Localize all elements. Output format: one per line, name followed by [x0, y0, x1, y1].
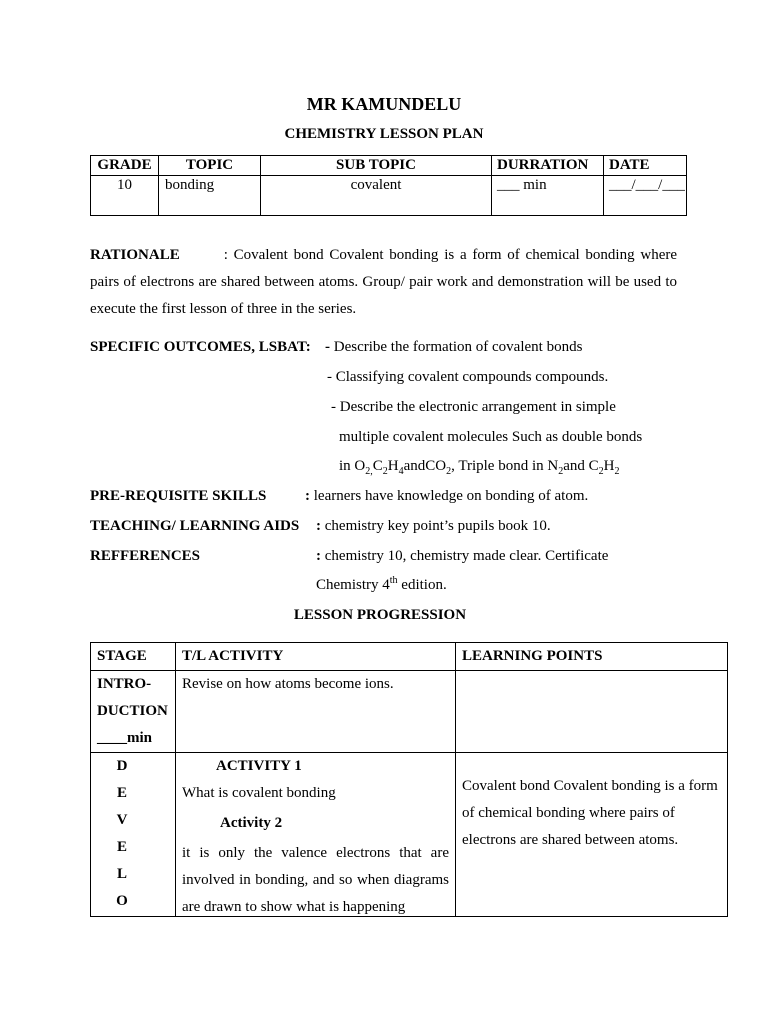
aids-label: TEACHING/ LEARNING AIDS: [90, 518, 300, 534]
outcome-2: - Classifying covalent compounds compounds.: [327, 369, 609, 385]
activity1-text: What is covalent bonding: [182, 785, 336, 801]
activity-header: T/L ACTIVITY: [176, 643, 456, 671]
references-label: REFFERENCES: [90, 548, 201, 564]
grade-value: 10: [91, 176, 159, 216]
formula-text: C: [372, 458, 383, 474]
aids-colon: :: [316, 518, 321, 534]
references-book: Chemistry 4: [316, 577, 390, 593]
page-title: CHEMISTRY LESSON PLAN: [284, 126, 484, 142]
outcomes-label: SPECIFIC OUTCOMES, LSBAT:: [90, 339, 311, 355]
date-header: DATE: [604, 156, 687, 176]
activity2-text: it is only the valence electrons that are involved in bonding, and so when diagrams are drawn to show what is happening: [182, 845, 449, 915]
formula-sub: 2: [598, 466, 604, 477]
teacher-name: MR KAMUNDELU: [306, 94, 462, 114]
activity2-title: Activity 2: [220, 815, 283, 831]
intro-stage-line1: INTRO-: [97, 676, 152, 692]
rationale-paragraph: [90, 242, 677, 323]
prereq-text: learners have knowledge on bonding of atom.: [310, 488, 589, 504]
outcome-1-text: Describe the formation of covalent bonds: [333, 339, 583, 355]
subtopic-value: covalent: [261, 176, 492, 216]
stage-header: STAGE: [91, 643, 176, 671]
references-text: chemistry 10, chemistry made clear. Certificate: [321, 548, 609, 564]
lesson-progression-table: [90, 642, 728, 917]
progression-header-row: [91, 643, 728, 671]
prereq-label: PRE-REQUISITE SKILLS: [90, 488, 267, 504]
info-header-row: [91, 156, 687, 176]
formula-text: andCO: [403, 458, 447, 474]
develop-letter: D: [116, 758, 128, 774]
aids-text: chemistry key point’s pupils book 10.: [321, 518, 551, 534]
formula-text: H: [387, 458, 399, 474]
formula-text: , Triple bond in N: [451, 458, 559, 474]
develop-points-cell: Covalent bond Covalent bonding is a form of chemical bonding where pairs of electrons are shared between atoms.: [456, 753, 728, 917]
prereq-colon: :: [305, 488, 310, 504]
intro-stage-cell: [91, 671, 176, 753]
outcome-3-formulas: [339, 458, 619, 475]
formula-sub: 2: [614, 466, 620, 477]
develop-letter: E: [116, 839, 127, 855]
intro-row: [91, 671, 728, 753]
outcome-1-dash: -: [325, 339, 330, 355]
formula-text: and C: [563, 458, 599, 474]
intro-activity-cell: Revise on how atoms become ions.: [176, 671, 456, 753]
intro-stage-line3: ____min: [97, 730, 153, 746]
develop-letter: V: [116, 812, 128, 828]
develop-row: [91, 753, 728, 917]
progression-title: LESSON PROGRESSION: [293, 607, 467, 623]
formula-sub: 4: [398, 466, 404, 477]
references-value: [316, 548, 608, 565]
develop-letter: O: [116, 893, 128, 909]
formula-sub: 2: [558, 466, 564, 477]
formula-sub: 2: [382, 466, 388, 477]
outcome-3: - Describe the electronic arrangement in simple: [331, 399, 616, 415]
rationale-label: RATIONALE: [90, 247, 180, 263]
rationale-text: : Covalent bond Covalent bonding is a form of chemical bonding where pairs of electrons are shared between atoms. Group/ pair work and demonstration will be used to execute the first lesson of three in the series.: [90, 247, 677, 317]
duration-header: DURRATION: [492, 156, 604, 176]
references-colon: :: [316, 548, 321, 564]
lesson-info-table: [90, 155, 687, 216]
develop-activity-cell: [176, 753, 456, 917]
prereq-value: [305, 488, 588, 505]
topic-value: bonding: [159, 176, 261, 216]
develop-letter: L: [116, 866, 127, 882]
duration-value: ___ min: [492, 176, 604, 216]
formula-sub: 2,: [365, 466, 373, 477]
develop-letter: E: [116, 785, 127, 801]
formula-text: H: [603, 458, 615, 474]
develop-stage-cell: [91, 753, 176, 917]
references-edition: edition.: [397, 577, 447, 593]
references-cont: [316, 577, 447, 594]
activity1-title: ACTIVITY 1: [216, 758, 302, 774]
outcome-1: [325, 339, 582, 356]
aids-value: [316, 518, 551, 535]
grade-header: GRADE: [91, 156, 159, 176]
topic-header: TOPIC: [159, 156, 261, 176]
subtopic-header: SUB TOPIC: [261, 156, 492, 176]
intro-stage-line2: DUCTION: [97, 703, 168, 719]
info-value-row: [91, 176, 687, 216]
formula-text: in O: [339, 458, 366, 474]
formula-sub: 2: [446, 466, 452, 477]
intro-points-cell: [456, 671, 728, 753]
outcome-3-cont: multiple covalent molecules Such as double bonds: [339, 429, 643, 445]
references-sup: th: [389, 575, 398, 586]
points-header: LEARNING POINTS: [456, 643, 728, 671]
date-value: ___/___/___: [604, 176, 687, 216]
